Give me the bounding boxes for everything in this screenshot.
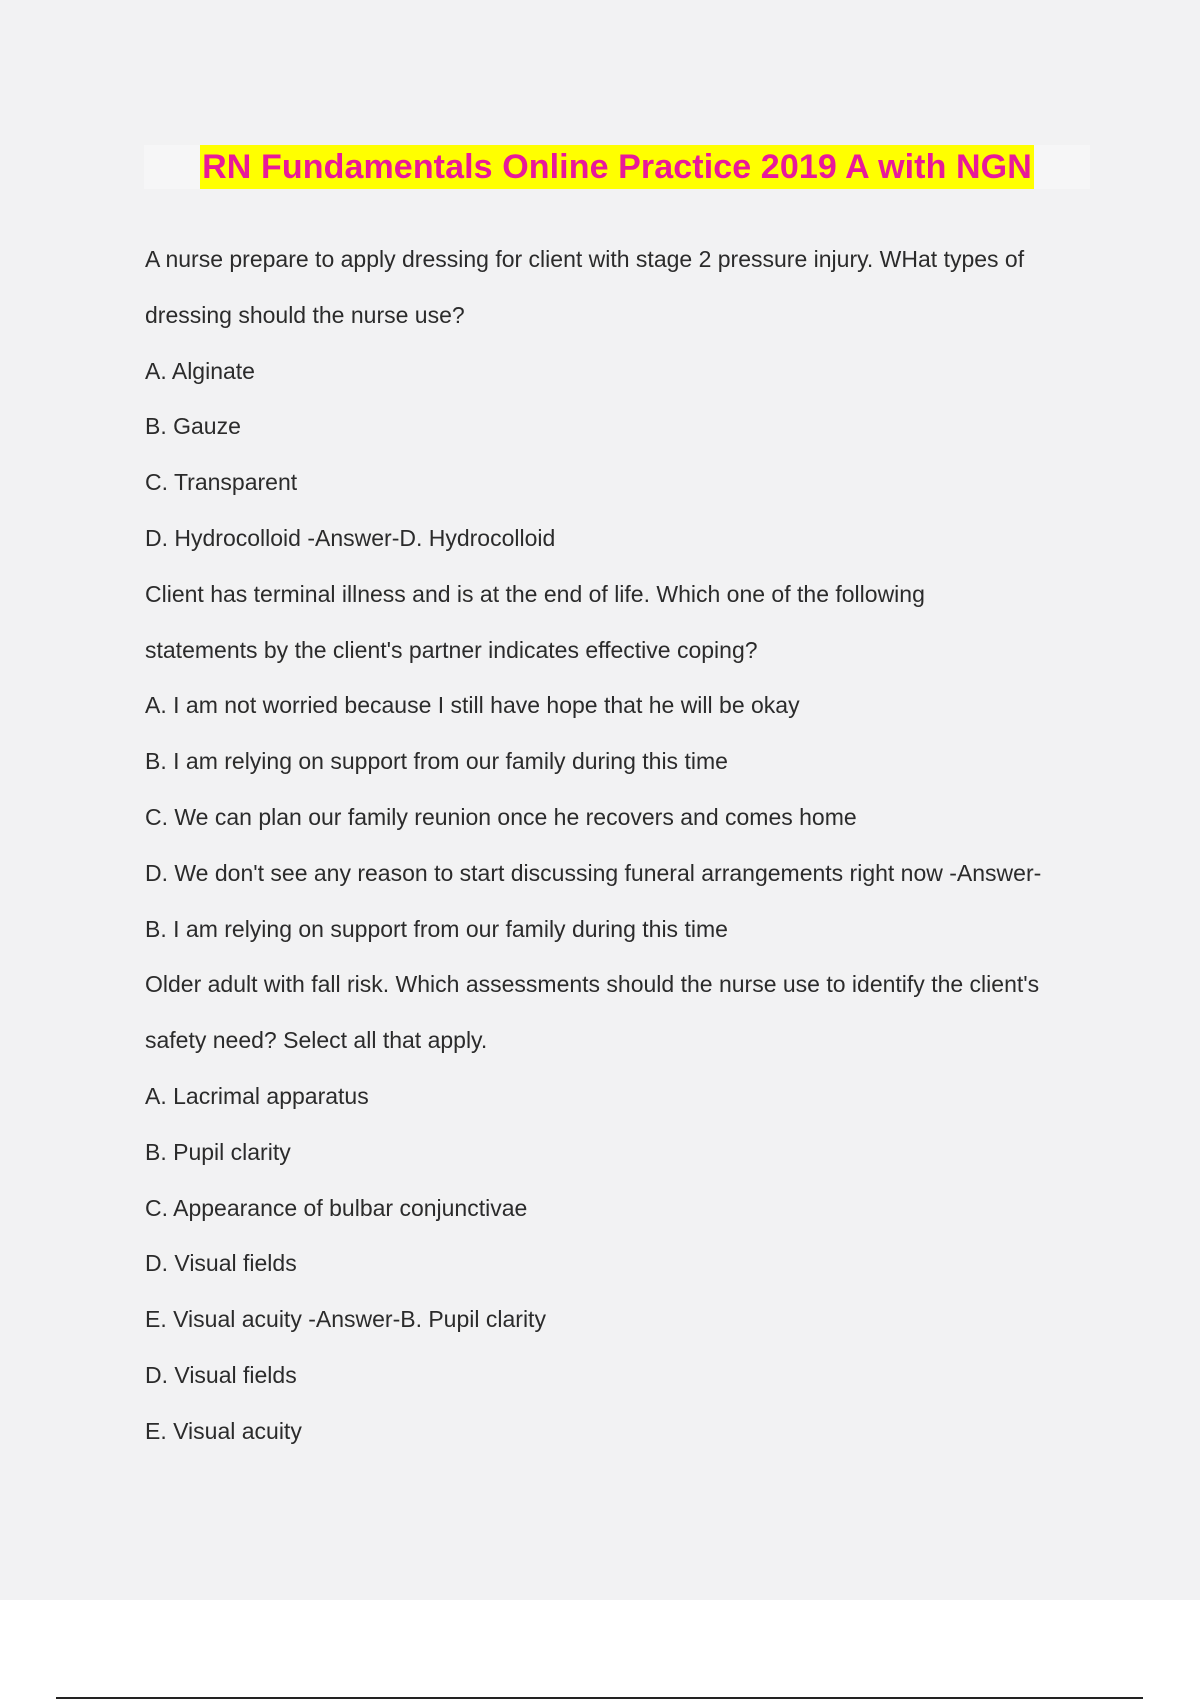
question-3-option-b: B. Pupil clarity (145, 1138, 291, 1165)
question-1-option-c: C. Transparent (145, 469, 298, 496)
question-1-line-1: A nurse prepare to apply dressing for client with stage 2 pressure injury. WHat types of (145, 246, 1025, 272)
question-2-option-c: C. We can plan our family reunion once he recovers and comes home (145, 803, 857, 830)
question-3-answer-d: D. Visual fields (145, 1361, 297, 1388)
question-2-line-2: statements by the client's partner indicates effective coping? (145, 636, 758, 663)
question-3-option-e-answer: E. Visual acuity -Answer-B. Pupil clarity (145, 1306, 546, 1333)
question-3-option-c: C. Appearance of bulbar conjunctivae (145, 1194, 528, 1221)
document-body (145, 232, 1105, 1460)
question-1-option-d-answer: D. Hydrocolloid -Answer-D. Hydrocolloid (145, 524, 556, 551)
question-2-option-b: B. I am relying on support from our family during this time (145, 748, 728, 775)
question-1-line-2: dressing should the nurse use? (145, 301, 465, 328)
question-2-line-1: Client has terminal illness and is at the end of life. Which one of the following (145, 580, 925, 607)
next-page-top-rule (56, 1697, 1143, 1699)
question-2-option-d-answer: D. We don't see any reason to start discussing funeral arrangements right now -Answer- (145, 859, 1042, 886)
question-1-option-a: A. Alginate (145, 357, 255, 384)
question-2-option-a: A. I am not worried because I still have hope that he will be okay (145, 692, 800, 719)
page-title: RN Fundamentals Online Practice 2019 A with NGN (200, 145, 1034, 189)
question-3-line-1: Older adult with fall risk. Which assessments should the nurse use to identify the client's (145, 971, 1040, 998)
question-3-answer-e: E. Visual acuity (145, 1417, 302, 1444)
question-3-line-2: safety need? Select all that apply. (145, 1027, 488, 1054)
question-2-answer: B. I am relying on support from our family during this time (145, 915, 728, 942)
title-block (144, 145, 1090, 189)
question-3-option-a: A. Lacrimal apparatus (145, 1082, 369, 1109)
question-3-option-d: D. Visual fields (145, 1250, 297, 1277)
question-1-option-b: B. Gauze (145, 413, 241, 440)
